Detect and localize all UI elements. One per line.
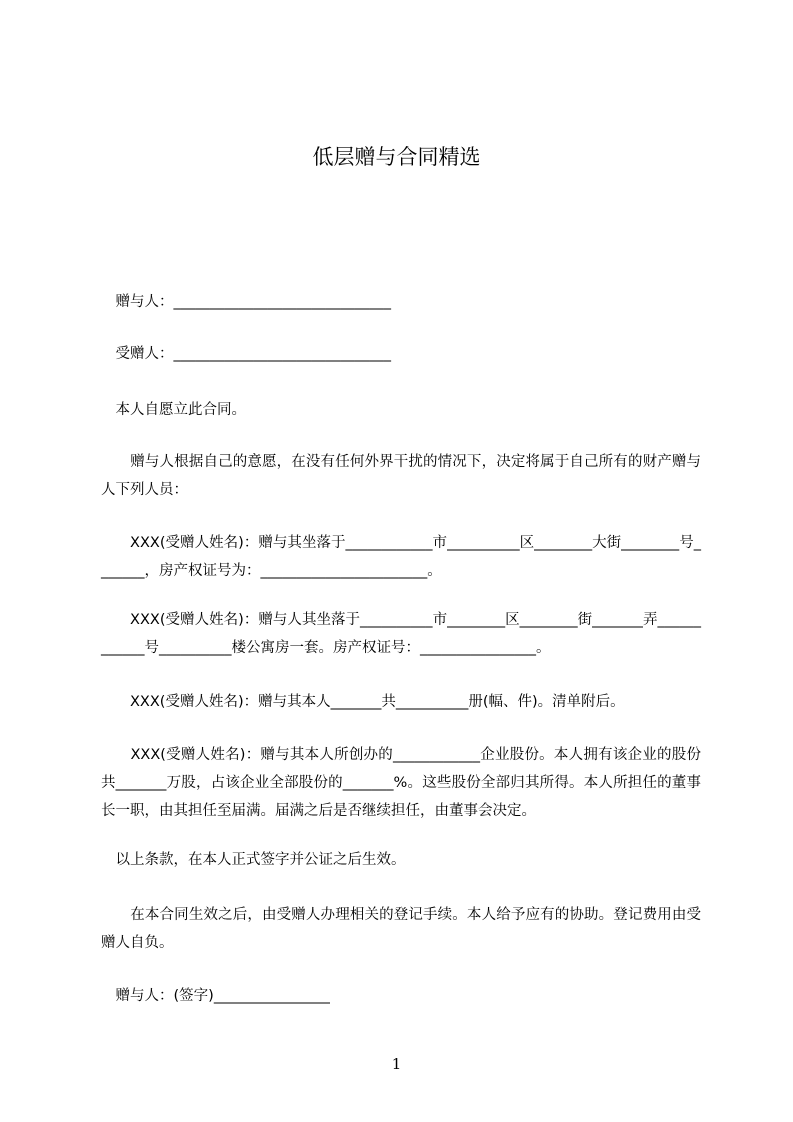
page-number: 1 <box>391 1055 402 1073</box>
shares-clause: XXX(受赠人姓名)：赠与其本人所创办的____________企业股份。本人拥有该企业的股份共_______万股，占该企业全部股份的_______%。这些股份全部归其所得。本人所担任的董事长一职，由其担任至届满。届满之后是否继续担任，由董事会决定。 <box>101 747 701 819</box>
effective-clause: 以上条款，在本人正式签字并公证之后生效。 <box>101 852 406 868</box>
intent-paragraph: 赠与人根据自己的意愿，在没有任何外界干扰的情况下，决定将属于自己所有的财产赠与人下列人员： <box>101 454 701 498</box>
registration-clause: 在本合同生效之后，由受赠人办理相关的登记手续。本人给予应有的协助。登记费用由受赠人自负。 <box>101 907 701 951</box>
voluntary-statement: 本人自愿立此合同。 <box>101 402 246 418</box>
real-estate-clause-1: XXX(受赠人姓名)：赠与其坐落于____________市__________区________大街________号_______，房产权证号为：_______________________。 <box>101 535 701 579</box>
document-title: 低层赠与合同精选 <box>312 145 481 169</box>
donor-signature-line: 赠与人：(签字)________________ <box>101 988 330 1004</box>
collection-clause: XXX(受赠人姓名)：赠与其本人_______共__________册(幅、件)。清单附后。 <box>101 694 625 710</box>
real-estate-clause-2: XXX(受赠人姓名)：赠与人其坐落于__________市________区________街_______弄____________号__________楼公寓房一套。房产权证号：________________。 <box>101 612 701 656</box>
donor-line: 赠与人：______________________________ <box>101 294 391 310</box>
recipient-line: 受赠人：______________________________ <box>101 346 391 362</box>
